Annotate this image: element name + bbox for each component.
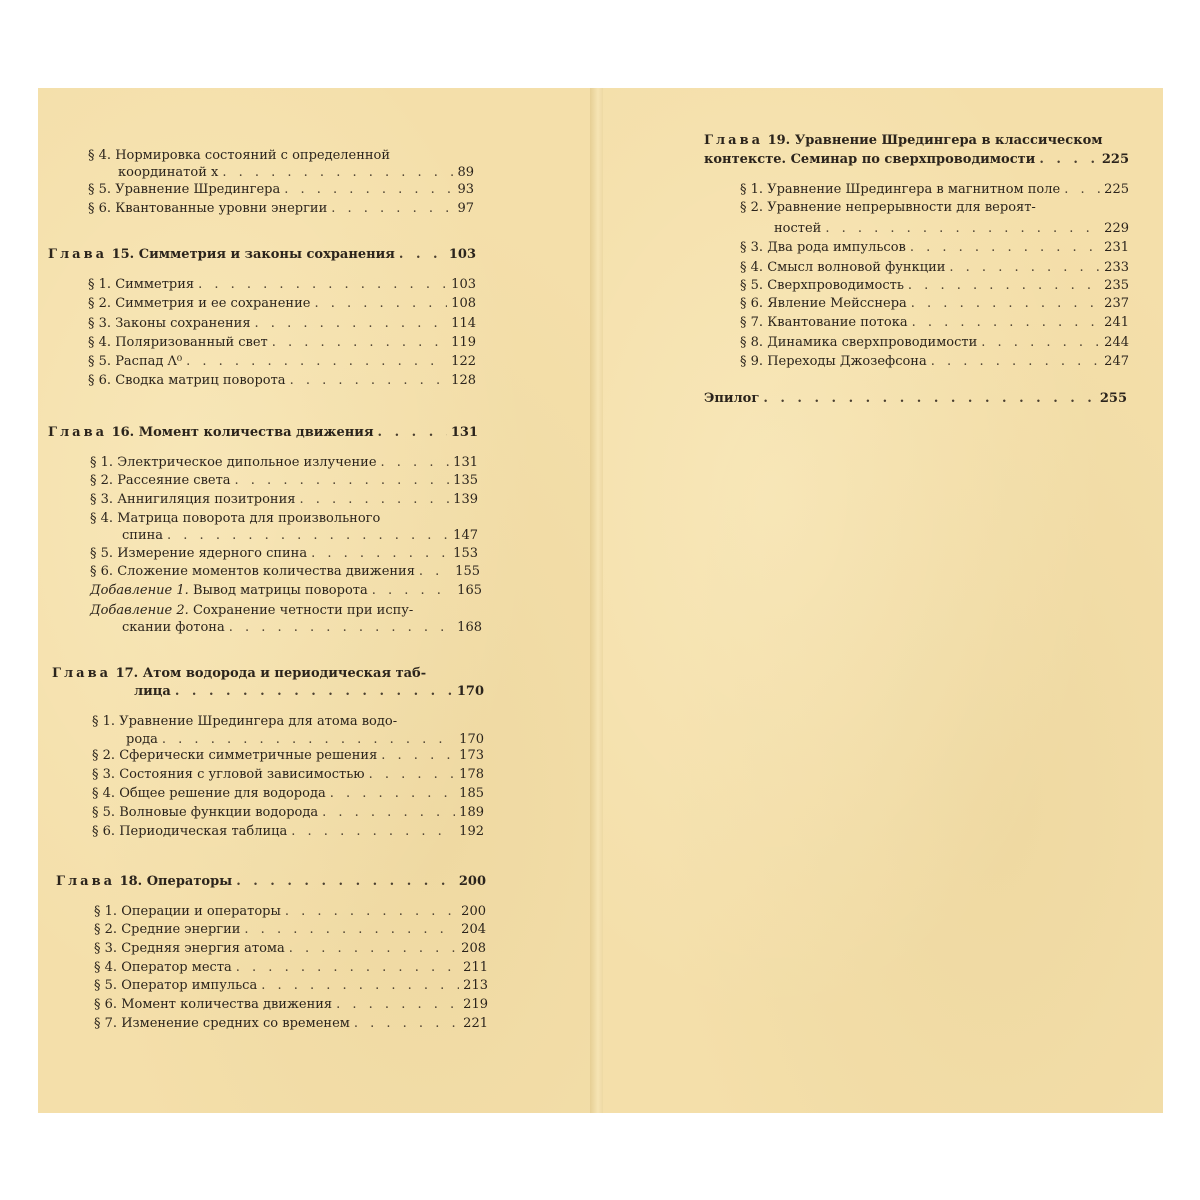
section-title: Квантование потока [767, 315, 908, 330]
section-title: Поляризованный свет [115, 335, 268, 350]
addendum-title-cont: скании фотона [122, 620, 225, 635]
section-number: § 5. [94, 978, 118, 993]
section-title: Нормировка состояний с определенной [115, 148, 391, 163]
toc-entry-ch16-add1 [90, 582, 482, 599]
section-number: § 1. [94, 904, 118, 919]
section-title: Уравнение Шредингера в магнитном поле [767, 182, 1061, 197]
page-number: 119 [451, 335, 476, 350]
leader-dots [911, 295, 1100, 312]
section-title: Аннигиляция позитрония [117, 492, 296, 507]
toc-entry [88, 353, 476, 370]
toc-chapter-18 [56, 873, 486, 890]
toc-entry-ch16-s2 [90, 472, 478, 489]
toc-entry-ch16-add2-cont [122, 619, 482, 636]
toc-entry [88, 334, 476, 351]
page-number: 208 [461, 941, 486, 956]
leader-dots [229, 619, 453, 636]
toc-entry-ch19-s1 [740, 181, 1129, 198]
page-number: 185 [459, 786, 484, 801]
chapter-title: Симметрия и законы сохранения [138, 247, 395, 262]
section-title: Явление Мейсснера [767, 296, 907, 311]
page-number: 231 [1104, 240, 1129, 255]
toc-entry [88, 315, 476, 332]
leader-dots [290, 372, 448, 389]
section-title: Квантованные уровни энергии [115, 201, 328, 216]
leader-dots [285, 903, 457, 920]
leader-dots [284, 181, 453, 198]
section-number: § 9. [740, 354, 764, 369]
section-title: Матрица поворота для произвольного [117, 511, 381, 526]
section-title: Электрическое дипольное излучение [117, 455, 377, 470]
toc-entry [94, 921, 486, 938]
section-title: Средняя энергия атома [121, 941, 285, 956]
leader-dots [981, 334, 1100, 351]
section-number: § 3. [94, 941, 118, 956]
page-number: 189 [459, 805, 484, 820]
section-title: Измерение ядерного спина [117, 546, 308, 561]
leader-dots [314, 295, 447, 312]
page-number: 139 [453, 492, 478, 507]
chapter-title-cont: лица [134, 684, 171, 699]
leader-dots [369, 766, 456, 783]
page-number: 219 [463, 997, 488, 1012]
section-title: Переходы Джозефсона [767, 354, 927, 369]
page-number: 178 [459, 767, 484, 782]
page-number: 241 [1104, 315, 1129, 330]
toc-entry-ch19-s2 [740, 199, 1036, 216]
section-title: Общее решение для водорода [119, 786, 326, 801]
toc-chapter-19 [704, 132, 1103, 149]
page-number: 93 [457, 182, 474, 197]
section-number: § 6. [92, 824, 116, 839]
leader-dots [912, 314, 1101, 331]
page-number: 168 [457, 620, 482, 635]
leader-dots [162, 731, 455, 748]
section-number: § 4. [92, 786, 116, 801]
chapter-label: Глава [704, 133, 764, 148]
section-number: § 7. [94, 1016, 118, 1031]
toc-entry-ch14-s6 [88, 200, 474, 217]
page-number: 165 [457, 583, 482, 598]
section-number: § 2. [90, 473, 114, 488]
section-number: § 6. [88, 201, 112, 216]
toc-entry-ch14-s5 [88, 181, 474, 198]
chapter-title: Атом водорода и периодическая таб- [142, 666, 427, 681]
section-title-cont: спина [122, 528, 164, 543]
section-title: Два рода импульсов [767, 240, 906, 255]
leader-dots [198, 276, 447, 293]
section-title-cont: ностей [774, 221, 822, 236]
leader-dots [949, 259, 1100, 276]
page-number: 235 [1104, 278, 1129, 293]
toc-entry [740, 277, 1129, 294]
toc-entry-ch16-add2 [90, 602, 413, 619]
leader-dots [354, 1015, 459, 1032]
page-number: 204 [461, 922, 486, 937]
page-number: 225 [1101, 152, 1129, 167]
section-title: Симметрия и ее сохранение [115, 296, 311, 311]
toc-entry [88, 276, 476, 293]
section-number: § 5. [90, 546, 114, 561]
section-title: Изменение средних со временем [121, 1016, 350, 1031]
toc-chapter-16 [48, 424, 478, 441]
leader-dots [931, 353, 1100, 370]
section-number: § 8. [740, 335, 764, 350]
page-number: 247 [1104, 354, 1129, 369]
section-number: § 2. [88, 296, 112, 311]
chapter-title-cont: контексте. Семинар по сверхпроводимости [704, 152, 1036, 167]
toc-entry [92, 785, 484, 802]
section-title: Сводка матриц поворота [115, 373, 286, 388]
section-number: § 2. [94, 922, 118, 937]
section-title: Уравнение непрерывности для вероят- [767, 200, 1036, 215]
section-number: § 7. [740, 315, 764, 330]
section-number: § 5. [740, 278, 764, 293]
leader-dots [272, 334, 447, 351]
toc-entry-ch14-s4-cont [118, 164, 474, 181]
chapter-title: Операторы [146, 874, 233, 889]
page-number: 128 [451, 373, 476, 388]
page-number: 173 [459, 748, 484, 763]
section-title: Состояния с угловой зависимостью [119, 767, 365, 782]
section-number: § 4. [90, 511, 114, 526]
page-number: 213 [463, 978, 488, 993]
toc-entry [88, 372, 476, 389]
leader-dots [322, 804, 455, 821]
section-title: Сферически симметричные решения [119, 748, 378, 763]
leader-dots [311, 545, 449, 562]
toc-entry [94, 959, 488, 976]
page-number: 153 [453, 546, 478, 561]
toc-chapter-17 [52, 665, 426, 682]
section-title-cont: рода [126, 732, 158, 747]
leader-dots [372, 582, 453, 599]
toc-entry [92, 766, 484, 783]
addendum-title: Вывод матрицы поворота [192, 583, 368, 598]
toc-entry [94, 1015, 488, 1032]
page-number: 244 [1104, 335, 1129, 350]
addendum-label: Добавление 1. [90, 583, 189, 598]
section-title: Средние энергии [121, 922, 241, 937]
section-number: § 4. [88, 335, 112, 350]
page-number: 103 [448, 247, 476, 262]
leader-dots [336, 996, 459, 1013]
page-number: 108 [451, 296, 476, 311]
toc-entry [740, 239, 1129, 256]
leader-dots [378, 424, 447, 441]
toc-entry-ch16-s4-cont [122, 527, 478, 544]
leader-dots [235, 472, 450, 489]
leader-dots [186, 353, 447, 370]
section-number: § 2. [92, 748, 116, 763]
section-number: § 1. [92, 714, 116, 729]
chapter-label: Глава [56, 874, 116, 889]
toc-chapter-17-cont [134, 683, 484, 700]
section-number: § 5. [92, 805, 116, 820]
toc-entry-ch16-s3 [90, 491, 478, 508]
leader-dots [236, 959, 459, 976]
toc-entry [740, 353, 1129, 370]
chapter-number: 17. [115, 666, 139, 681]
chapter-label: Глава [52, 666, 112, 681]
leader-dots [910, 239, 1100, 256]
section-title: Волновые функции водорода [119, 805, 319, 820]
addendum-title: Сохранение четности при испу- [192, 603, 414, 618]
page-number: 255 [1099, 391, 1127, 406]
toc-entry [94, 996, 488, 1013]
leader-dots [908, 277, 1100, 294]
toc-entry-ch17-s1 [92, 713, 397, 730]
leader-dots [399, 246, 445, 263]
section-title: Оператор импульса [121, 978, 258, 993]
section-title: Законы сохранения [115, 316, 251, 331]
toc-entry-ch17-s1-cont [126, 731, 484, 748]
leader-dots [825, 220, 1100, 237]
section-title: Смысл волновой функции [767, 260, 946, 275]
toc-epilogue [704, 390, 1127, 407]
toc-entry-ch14-s4 [88, 147, 390, 164]
page-number: 237 [1104, 296, 1129, 311]
section-number: § 4. [740, 260, 764, 275]
chapter-number: 18. [119, 874, 143, 889]
toc-entry-ch16-s6 [90, 563, 480, 580]
section-number: § 6. [740, 296, 764, 311]
section-number: § 4. [88, 148, 112, 163]
chapter-number: 15. [111, 247, 135, 262]
leader-dots [381, 454, 450, 471]
chapter-number: 19. [767, 133, 791, 148]
toc-entry [94, 903, 486, 920]
page-number: 89 [457, 165, 474, 180]
epilogue-title: Эпилог [704, 391, 760, 406]
section-number: § 1. [90, 455, 114, 470]
toc-entry [740, 314, 1129, 331]
page-number: 135 [453, 473, 478, 488]
leader-dots [244, 921, 457, 938]
page-number: 200 [461, 904, 486, 919]
section-number: § 5. [88, 182, 112, 197]
toc-entry [740, 259, 1129, 276]
page-number: 211 [463, 960, 488, 975]
page-number: 114 [451, 316, 476, 331]
page-number: 200 [458, 874, 486, 889]
toc-chapter-15 [48, 246, 476, 263]
leader-dots [291, 823, 455, 840]
section-title: Динамика сверхпроводимости [767, 335, 978, 350]
section-number: § 3. [88, 316, 112, 331]
section-title: Распад Λ⁰ [115, 354, 183, 369]
leader-dots [419, 563, 451, 580]
section-title: Операции и операторы [121, 904, 281, 919]
page-number: 147 [453, 528, 478, 543]
section-title: Рассеяние света [117, 473, 231, 488]
page-number: 233 [1104, 260, 1129, 275]
toc-entry [94, 940, 486, 957]
toc-entry [740, 295, 1129, 312]
section-number: § 1. [740, 182, 764, 197]
toc-entry [88, 295, 476, 312]
section-number: § 6. [88, 373, 112, 388]
leader-dots [261, 977, 459, 994]
toc-entry-ch19-s2-cont [774, 220, 1129, 237]
toc-entry [92, 823, 484, 840]
section-title: Сложение моментов количества движения [117, 564, 415, 579]
page-number: 170 [459, 732, 484, 747]
section-number: § 3. [90, 492, 114, 507]
toc-entry-ch16-s5 [90, 545, 478, 562]
addendum-label: Добавление 2. [90, 603, 189, 618]
chapter-label: Глава [48, 247, 108, 262]
leader-dots [1039, 151, 1098, 168]
section-number: § 3. [740, 240, 764, 255]
section-number: § 4. [94, 960, 118, 975]
leader-dots [255, 315, 448, 332]
section-title-cont: координатой x [118, 165, 219, 180]
chapter-label: Глава [48, 425, 108, 440]
toc-entry-ch16-s1 [90, 454, 478, 471]
section-number: § 1. [88, 277, 112, 292]
toc-entry [92, 804, 484, 821]
section-number: § 5. [88, 354, 112, 369]
section-title: Уравнение Шредингера для атома водо- [119, 714, 398, 729]
page-number: 97 [457, 201, 474, 216]
chapter-number: 16. [111, 425, 135, 440]
leader-dots [289, 940, 457, 957]
leader-dots [299, 491, 449, 508]
page-number: 131 [450, 425, 478, 440]
leader-dots [330, 785, 455, 802]
leader-dots [167, 527, 449, 544]
page-number: 131 [453, 455, 478, 470]
section-title: Сверхпроводимость [767, 278, 904, 293]
page-number: 225 [1104, 182, 1129, 197]
page-number: 221 [463, 1016, 488, 1031]
leader-dots [763, 390, 1096, 407]
page-number: 170 [456, 684, 484, 699]
toc-chapter-19-cont [704, 151, 1129, 168]
section-title: Симметрия [115, 277, 195, 292]
leader-dots [222, 164, 453, 181]
section-title: Уравнение Шредингера [115, 182, 281, 197]
section-number: § 6. [94, 997, 118, 1012]
section-title: Оператор места [121, 960, 232, 975]
leader-dots [236, 873, 455, 890]
leader-dots [331, 200, 453, 217]
chapter-title: Уравнение Шредингера в классическом [794, 133, 1103, 148]
chapter-title: Момент количества движения [138, 425, 374, 440]
leader-dots [1064, 181, 1100, 198]
section-title: Периодическая таблица [119, 824, 288, 839]
page-number: 229 [1104, 221, 1129, 236]
section-number: § 2. [740, 200, 764, 215]
section-title: Момент количества движения [121, 997, 333, 1012]
section-number: § 6. [90, 564, 114, 579]
toc-entry [92, 747, 484, 764]
toc-entry [94, 977, 488, 994]
leader-dots [175, 683, 453, 700]
page-number: 155 [455, 564, 480, 579]
leader-dots [381, 747, 455, 764]
page-number: 192 [459, 824, 484, 839]
toc-entry [740, 334, 1129, 351]
section-number: § 3. [92, 767, 116, 782]
page-number: 103 [451, 277, 476, 292]
toc-entry-ch16-s4 [90, 510, 380, 527]
page-number: 122 [451, 354, 476, 369]
